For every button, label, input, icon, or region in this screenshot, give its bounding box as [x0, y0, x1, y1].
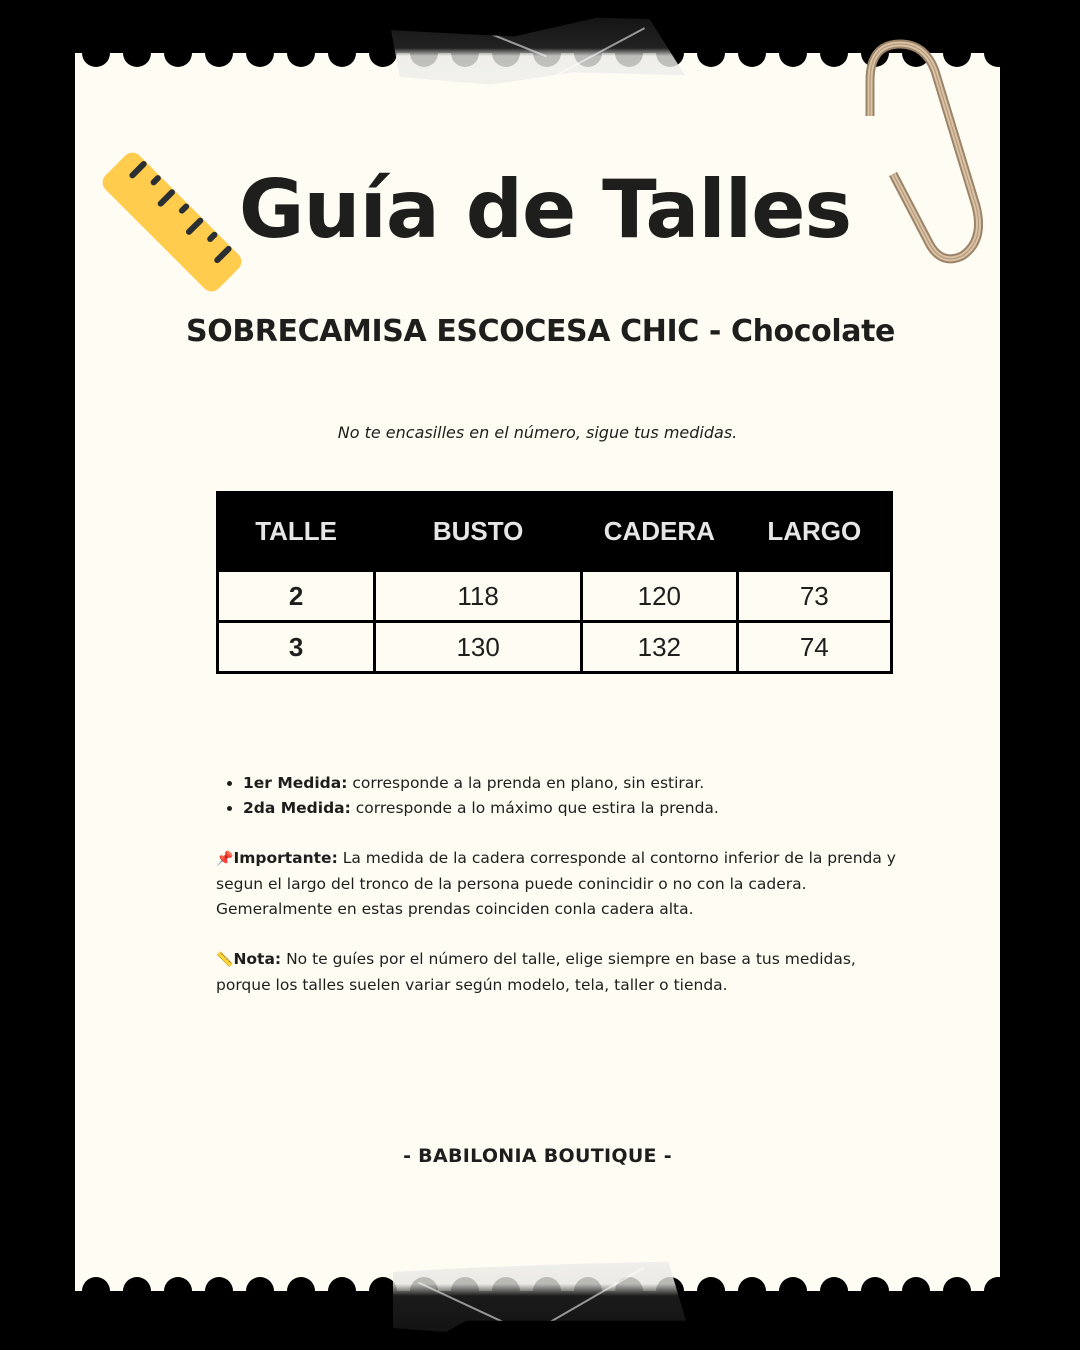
scallop-notch	[738, 1277, 766, 1291]
important-text: La medida de la cadera corresponde al contorno inferior de la prenda y segun el largo del tronco de la persona puede conincidir o no con la cadera. Gemeralmente en estas prendas coinciden conla cadera alta.	[216, 849, 896, 918]
bullet-label: 1er Medida:	[243, 774, 348, 792]
column-header-busto: BUSTO	[375, 493, 582, 571]
scallop-notch	[287, 53, 315, 67]
scallop-notch	[697, 53, 725, 67]
size-table	[216, 491, 893, 674]
table-header-row	[218, 493, 892, 571]
column-header-talle: TALLE	[218, 493, 375, 571]
scallop-notch	[82, 53, 110, 67]
column-header-cadera: CADERA	[582, 493, 738, 571]
bullet-text: corresponde a lo máximo que estira la prenda.	[350, 799, 719, 817]
cell-cadera: 132	[582, 622, 738, 673]
column-header-largo: LARGO	[737, 493, 891, 571]
cell-largo: 73	[737, 571, 891, 622]
scallop-notch	[943, 1277, 971, 1291]
cell-busto: 130	[375, 622, 582, 673]
table-row	[218, 571, 892, 622]
scallop-notch	[779, 1277, 807, 1291]
bullet-label: 2da Medida:	[243, 799, 351, 817]
scallop-notch	[861, 1277, 889, 1291]
scallop-notch	[164, 1277, 192, 1291]
scallop-notch	[164, 53, 192, 67]
scallop-notch	[369, 1277, 397, 1291]
scallop-notch	[123, 1277, 151, 1291]
cell-largo: 74	[737, 622, 891, 673]
nota-text: No te guíes por el número del talle, elige siempre en base a tus medidas, porque los talles suelen variar según modelo, tela, taller o tienda.	[216, 950, 856, 994]
scallop-notch	[738, 53, 766, 67]
scallop-notch	[820, 1277, 848, 1291]
cell-talle: 2	[218, 571, 375, 622]
scallop-notch	[287, 1277, 315, 1291]
bullet-text: corresponde a la prenda en plano, sin estirar.	[347, 774, 705, 792]
scallop-notch	[205, 1277, 233, 1291]
cell-talle: 3	[218, 622, 375, 673]
scallop-notch	[697, 1277, 725, 1291]
important-note	[216, 846, 896, 922]
scallop-notch	[369, 53, 397, 67]
scallop-notch	[246, 53, 274, 67]
tagline: No te encasilles en el número, sigue tus medidas.	[337, 423, 738, 442]
scallop-notch	[984, 1277, 1000, 1291]
scallop-notch	[328, 53, 356, 67]
list-item	[243, 796, 896, 821]
product-name: SOBRECAMISA ESCOCESA CHIC - Chocolate	[186, 314, 895, 349]
notes-section	[216, 771, 896, 998]
important-label: Importante:	[233, 849, 338, 867]
ruler-small-icon: 📏	[216, 952, 234, 968]
scallop-notch	[205, 53, 233, 67]
scallop-notch	[246, 1277, 274, 1291]
page-title: Guía de Talles	[238, 163, 852, 256]
nota-label: Nota:	[233, 950, 282, 968]
brand-footer: - BABILONIA BOUTIQUE -	[403, 1145, 672, 1167]
cell-busto: 118	[375, 571, 582, 622]
pushpin-icon: 📌	[216, 851, 234, 867]
list-item	[243, 771, 896, 796]
scallop-notch	[123, 53, 151, 67]
cell-cadera: 120	[582, 571, 738, 622]
scallop-notch	[902, 1277, 930, 1291]
nota-note	[216, 947, 896, 998]
scallop-notch	[82, 1277, 110, 1291]
scallop-notch	[779, 53, 807, 67]
scallop-notch	[328, 1277, 356, 1291]
measurement-list	[216, 771, 896, 821]
table-row	[218, 622, 892, 673]
